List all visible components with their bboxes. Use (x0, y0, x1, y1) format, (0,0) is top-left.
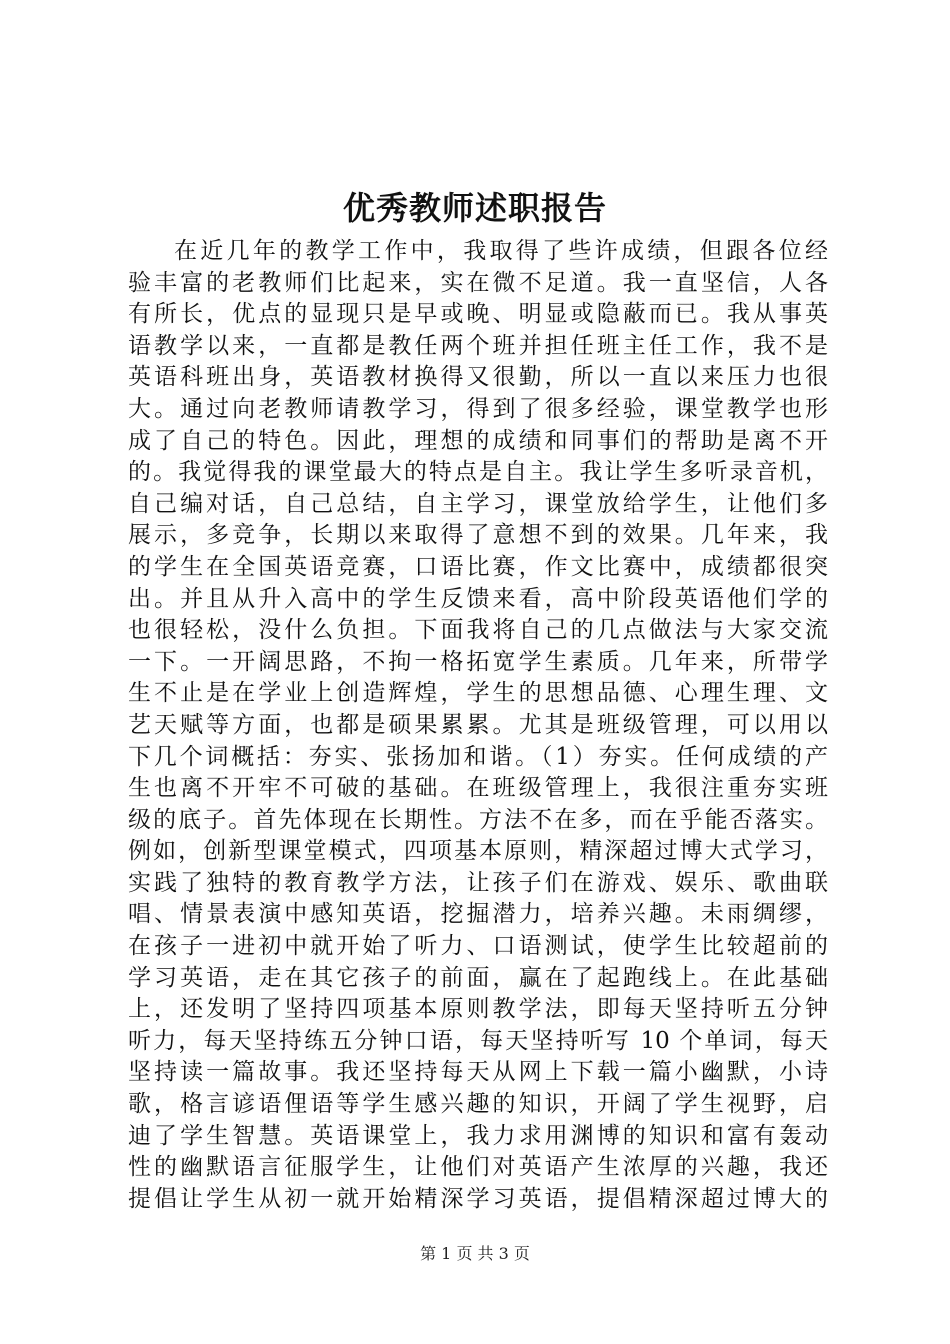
body-line: 语教学以来，一直都是教任两个班并担任班主任工作，我不是 (128, 332, 828, 359)
body-line: 出。并且从升入高中的学生反馈来看，高中阶段英语他们学的 (128, 585, 828, 612)
body-line: 实践了独特的教育教学方法，让孩子们在游戏、娱乐、歌曲联 (128, 869, 828, 896)
body-line: 在孩子一进初中就开始了听力、口语测试，使学生比较超前的 (128, 933, 828, 960)
body-line: 歌，格言谚语俚语等学生感兴趣的知识，开阔了学生视野，启 (128, 1091, 828, 1118)
body-line: 例如，创新型课堂模式，四项基本原则，精深超过博大式学习， (128, 838, 828, 865)
body-line: 验丰富的老教师们比起来，实在微不足道。我一直坚信，人各 (128, 269, 828, 296)
body-line: 上，还发明了坚持四项基本原则教学法，即每天坚持听五分钟 (128, 996, 828, 1023)
body-line: 学习英语，走在其它孩子的前面，赢在了起跑线上。在此基础 (128, 964, 828, 991)
body-line: 唱、情景表演中感知英语，挖掘潜力，培养兴趣。未雨绸缪， (128, 901, 828, 928)
body-line: 艺天赋等方面，也都是硕果累累。尤其是班级管理，可以用以 (128, 711, 828, 738)
body-line: 英语科班出身，英语教材换得又很勤，所以一直以来压力也很 (128, 364, 828, 391)
body-line: 的。我觉得我的课堂最大的特点是自主。我让学生多听录音机， (128, 459, 828, 486)
body-line: 下几个词概括：夯实、张扬加和谐。（1）夯实。任何成绩的产 (128, 743, 828, 770)
body-line: 有所长，优点的显现只是早或晚、明显或隐蔽而已。我从事英 (128, 301, 828, 328)
body-line: 一下。一开阔思路，不拘一格拓宽学生素质。几年来，所带学 (128, 648, 828, 675)
body-line: 的学生在全国英语竞赛，口语比赛，作文比赛中，成绩都很突 (128, 553, 828, 580)
body-line: 迪了学生智慧。英语课堂上，我力求用渊博的知识和富有轰动 (128, 1122, 828, 1149)
body-line: 在近几年的教学工作中，我取得了些许成绩，但跟各位经 (174, 238, 828, 264)
page-footer: 第 1 页 共 3 页 (420, 1244, 530, 1263)
body-line: 坚持读一篇故事。我还坚持每天从网上下载一篇小幽默，小诗 (128, 1059, 828, 1086)
body-line: 成了自己的特色。因此，理想的成绩和同事们的帮助是离不开 (128, 427, 828, 454)
body-line: 提倡让学生从初一就开始精深学习英语，提倡精深超过博大的 (128, 1185, 828, 1212)
body-line: 也很轻松，没什么负担。下面我将自己的几点做法与大家交流 (128, 617, 828, 644)
document-body (128, 236, 828, 1215)
body-line: 级的底子。首先体现在长期性。方法不在多，而在乎能否落实。 (128, 806, 828, 833)
body-line: 生不止是在学业上创造辉煌，学生的思想品德、心理生理、文 (128, 680, 828, 707)
body-line: 性的幽默语言征服学生，让他们对英语产生浓厚的兴趣，我还 (128, 1154, 828, 1181)
body-line: 大。通过向老教师请教学习，得到了很多经验，课堂教学也形 (128, 395, 828, 422)
body-line: 展示，多竞争，长期以来取得了意想不到的效果。几年来，我 (128, 522, 828, 549)
body-line: 自己编对话，自己总结，自主学习，课堂放给学生，让他们多 (128, 490, 828, 517)
body-line: 听力，每天坚持练五分钟口语，每天坚持听写 10 个单词，每天 (128, 1027, 828, 1054)
document-title: 优秀教师述职报告 (342, 189, 607, 227)
body-line: 生也离不开牢不可破的基础。在班级管理上，我很注重夯实班 (128, 775, 828, 802)
